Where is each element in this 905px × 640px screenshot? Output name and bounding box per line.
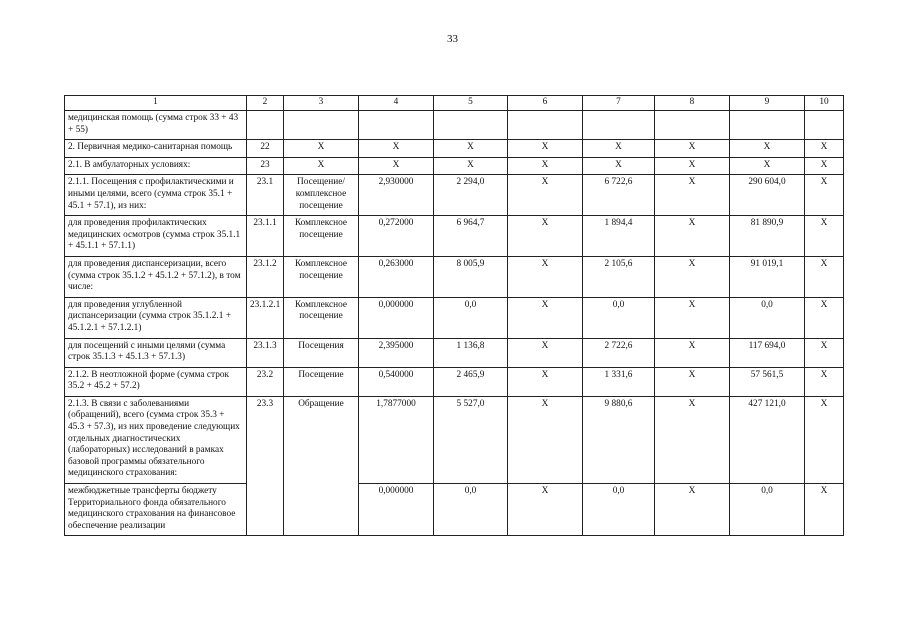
value-cell: 6 964,7 — [434, 216, 508, 257]
financing-table — [64, 95, 844, 536]
value-cell: 0,263000 — [359, 256, 434, 297]
row-code: 23.3 — [247, 396, 284, 536]
value-cell: 8 005,9 — [434, 256, 508, 297]
value-cell: 0,272000 — [359, 216, 434, 257]
column-header: 10 — [805, 96, 844, 111]
row-name: 2.1. В амбулаторных условиях: — [65, 157, 247, 175]
table-row — [65, 396, 844, 483]
empty-cell — [359, 111, 434, 140]
value-cell: 57 561,5 — [730, 367, 805, 396]
value-cell: X — [655, 338, 730, 367]
row-name: межбюджетные трансферты бюджету Территориального фонда обязательного медицинского страхования на финансовое обеспечение реализации — [65, 484, 247, 536]
row-name: для посещений с иными целями (сумма строк 35.1.3 + 45.1.3 + 57.1.3) — [65, 338, 247, 367]
value-cell: X — [508, 297, 583, 338]
unit-cell: X — [284, 140, 359, 158]
column-header: 4 — [359, 96, 434, 111]
column-header: 9 — [730, 96, 805, 111]
value-cell: 0,000000 — [359, 484, 434, 536]
table-row — [65, 338, 844, 367]
unit-cell: Посещение — [284, 367, 359, 396]
value-cell: X — [805, 216, 844, 257]
table-row — [65, 157, 844, 175]
value-cell: 0,0 — [434, 297, 508, 338]
row-code: 23.1.1 — [247, 216, 284, 257]
value-cell: X — [655, 157, 730, 175]
value-cell: 0,000000 — [359, 297, 434, 338]
value-cell: X — [655, 256, 730, 297]
value-cell: X — [655, 297, 730, 338]
value-cell: X — [508, 256, 583, 297]
row-code: 23.1.3 — [247, 338, 284, 367]
value-cell: 427 121,0 — [730, 396, 805, 483]
value-cell: X — [508, 140, 583, 158]
row-name: 2. Первичная медико-санитарная помощь — [65, 140, 247, 158]
column-header: 8 — [655, 96, 730, 111]
value-cell: X — [805, 338, 844, 367]
value-cell: 91 019,1 — [730, 256, 805, 297]
row-code: 23.2 — [247, 367, 284, 396]
empty-cell — [434, 111, 508, 140]
empty-cell — [805, 111, 844, 140]
value-cell: X — [805, 484, 844, 536]
value-cell: 2,395000 — [359, 338, 434, 367]
row-code: 23 — [247, 157, 284, 175]
empty-cell — [730, 111, 805, 140]
row-name: для проведения профилактических медицинских осмотров (сумма строк 35.1.1 + 45.1.1 + 57.1.1) — [65, 216, 247, 257]
row-code: 22 — [247, 140, 284, 158]
empty-cell — [284, 111, 359, 140]
value-cell: X — [508, 484, 583, 536]
value-cell: X — [655, 396, 730, 483]
unit-cell: Обращение — [284, 396, 359, 536]
value-cell: 5 527,0 — [434, 396, 508, 483]
value-cell: X — [730, 140, 805, 158]
table-row — [65, 140, 844, 158]
table-row — [65, 111, 844, 140]
empty-cell — [247, 111, 284, 140]
page-number: 33 — [447, 33, 458, 45]
value-cell: 81 890,9 — [730, 216, 805, 257]
value-cell: 2 465,9 — [434, 367, 508, 396]
row-name: 2.1.2. В неотложной форме (сумма строк 35.2 + 45.2 + 57.2) — [65, 367, 247, 396]
value-cell: 2,930000 — [359, 175, 434, 216]
value-cell: X — [805, 297, 844, 338]
value-cell: 0,0 — [434, 484, 508, 536]
value-cell: X — [508, 175, 583, 216]
empty-cell — [583, 111, 655, 140]
table-row — [65, 367, 844, 396]
value-cell: X — [655, 175, 730, 216]
column-header: 3 — [284, 96, 359, 111]
value-cell: X — [508, 396, 583, 483]
value-cell: X — [805, 157, 844, 175]
value-cell: X — [655, 367, 730, 396]
value-cell: X — [655, 216, 730, 257]
value-cell: X — [805, 396, 844, 483]
value-cell: X — [508, 367, 583, 396]
value-cell: X — [805, 256, 844, 297]
value-cell: 0,0 — [730, 484, 805, 536]
column-number-row — [65, 96, 844, 111]
column-header: 5 — [434, 96, 508, 111]
value-cell: X — [359, 157, 434, 175]
unit-cell: Комплексное посещение — [284, 216, 359, 257]
value-cell: 1 331,6 — [583, 367, 655, 396]
unit-cell: X — [284, 157, 359, 175]
value-cell: X — [583, 157, 655, 175]
row-code: 23.1.2.1 — [247, 297, 284, 338]
unit-cell: Посещение/ комплексное посещение — [284, 175, 359, 216]
empty-cell — [508, 111, 583, 140]
value-cell: X — [508, 157, 583, 175]
unit-cell: Комплексное посещение — [284, 297, 359, 338]
value-cell: X — [359, 140, 434, 158]
table-row — [65, 175, 844, 216]
column-header: 1 — [65, 96, 247, 111]
value-cell: X — [508, 338, 583, 367]
row-name: 2.1.3. В связи с заболеваниями (обращений), всего (сумма строк 35.3 + 45.3 + 57.3), из них проведение следующих отдельных диагностических (лабораторных) исследований в рамках базовой программы обязательного медицинского страхования: — [65, 396, 247, 483]
value-cell: 0,0 — [730, 297, 805, 338]
value-cell: X — [730, 157, 805, 175]
value-cell: 2 294,0 — [434, 175, 508, 216]
column-header: 2 — [247, 96, 284, 111]
value-cell: X — [805, 367, 844, 396]
unit-cell: Посещения — [284, 338, 359, 367]
value-cell: 6 722,6 — [583, 175, 655, 216]
row-code: 23.1 — [247, 175, 284, 216]
value-cell: 1,7877000 — [359, 396, 434, 483]
table-row — [65, 256, 844, 297]
row-name: для проведения диспансеризации, всего (сумма строк 35.1.2 + 45.1.2 + 57.1.2), в том числе: — [65, 256, 247, 297]
row-name: 2.1.1. Посещения с профилактическими и иными целями, всего (сумма строк 35.1 + 45.1 + 57.1), из них: — [65, 175, 247, 216]
value-cell: 290 604,0 — [730, 175, 805, 216]
value-cell: 0,540000 — [359, 367, 434, 396]
value-cell: X — [583, 140, 655, 158]
value-cell: X — [434, 157, 508, 175]
value-cell: 0,0 — [583, 297, 655, 338]
value-cell: 1 136,8 — [434, 338, 508, 367]
unit-cell: Комплексное посещение — [284, 256, 359, 297]
value-cell: X — [805, 175, 844, 216]
value-cell: 1 894,4 — [583, 216, 655, 257]
value-cell: X — [655, 140, 730, 158]
table-row — [65, 484, 844, 536]
row-code: 23.1.2 — [247, 256, 284, 297]
value-cell: X — [655, 484, 730, 536]
value-cell: X — [508, 216, 583, 257]
value-cell: X — [805, 140, 844, 158]
value-cell: 2 105,6 — [583, 256, 655, 297]
value-cell: X — [434, 140, 508, 158]
empty-cell — [655, 111, 730, 140]
value-cell: 2 722,6 — [583, 338, 655, 367]
column-header: 6 — [508, 96, 583, 111]
table-row — [65, 216, 844, 257]
row-name: для проведения углубленной диспансеризации (сумма строк 35.1.2.1 + 45.1.2.1 + 57.1.2.1) — [65, 297, 247, 338]
value-cell: 117 694,0 — [730, 338, 805, 367]
value-cell: 0,0 — [583, 484, 655, 536]
table-row — [65, 297, 844, 338]
row-name: медицинская помощь (сумма строк 33 + 43 + 55) — [65, 111, 247, 140]
column-header: 7 — [583, 96, 655, 111]
value-cell: 9 880,6 — [583, 396, 655, 483]
